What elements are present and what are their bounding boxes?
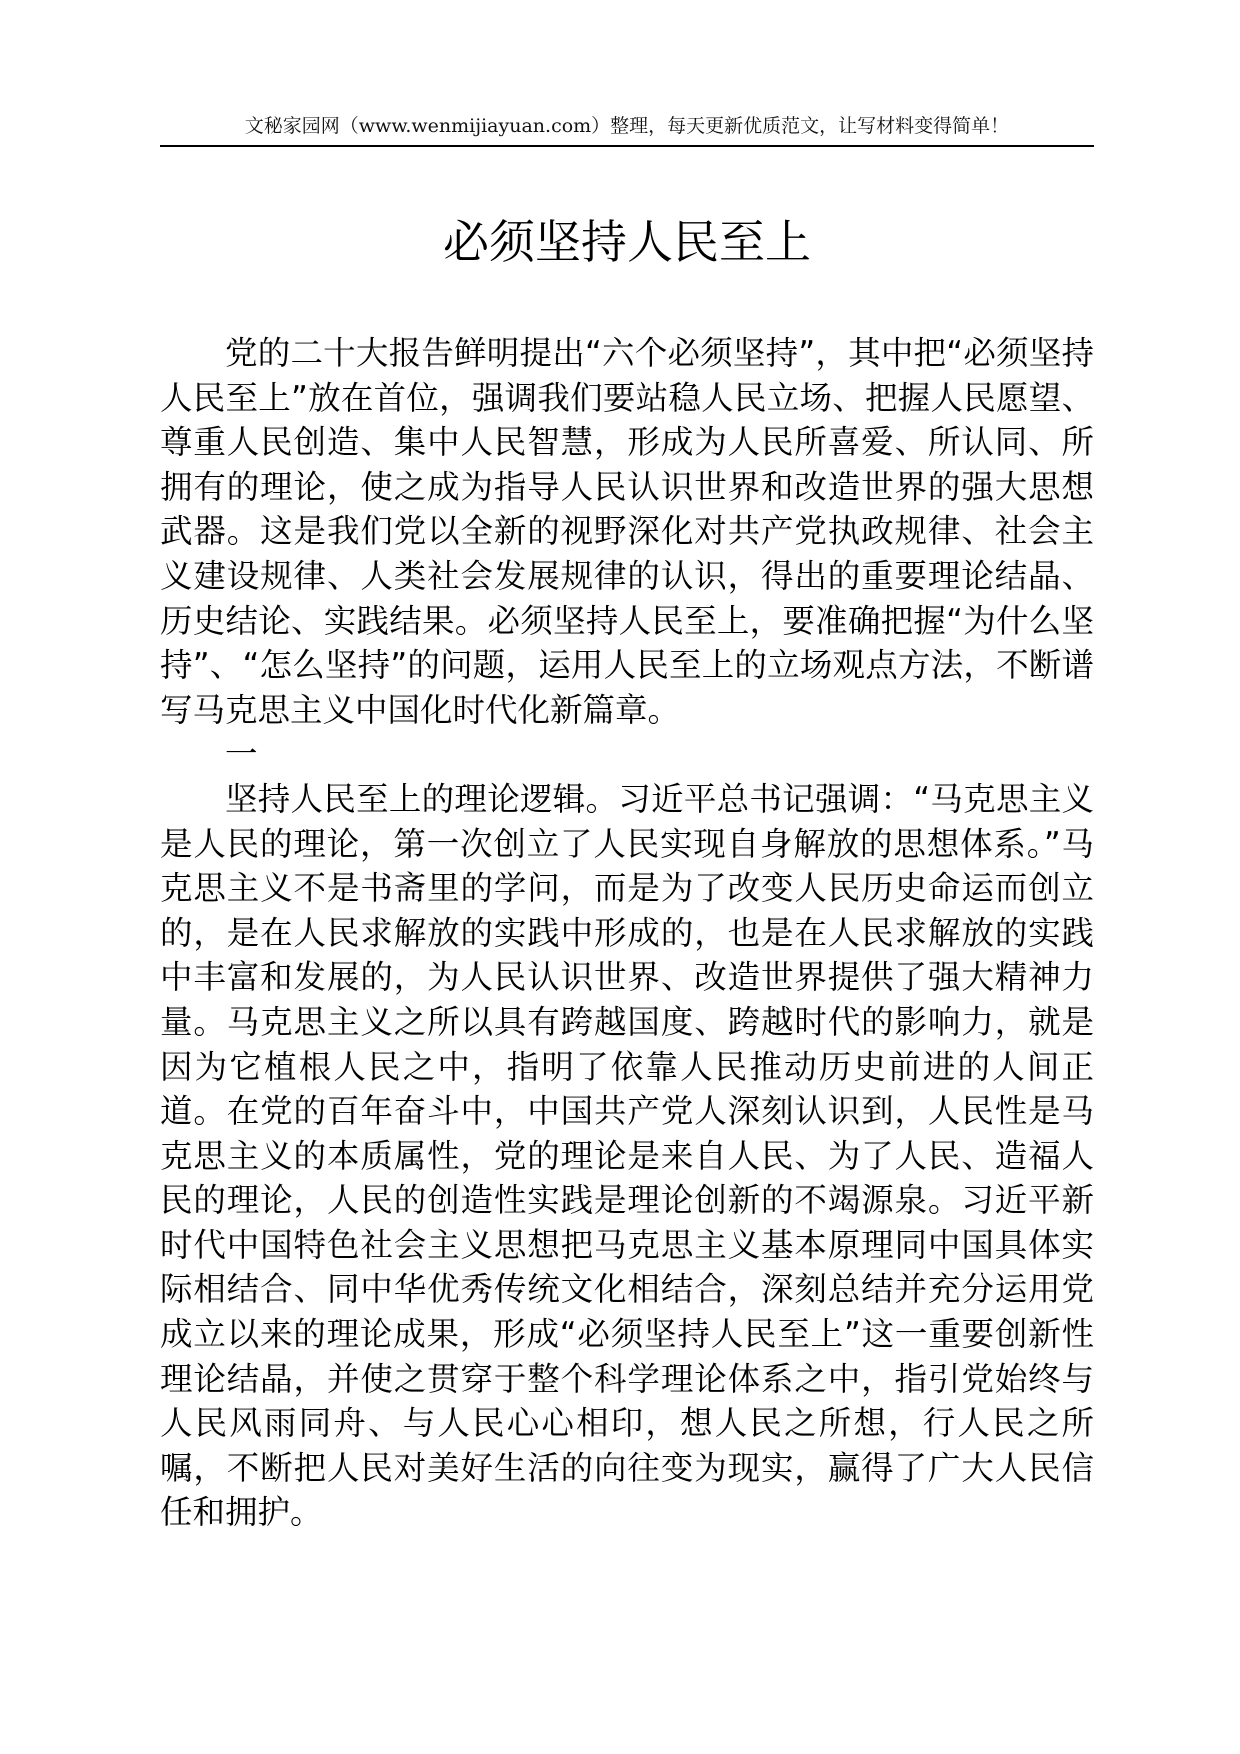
page-header: 文秘家园网（www.wenmijiayuan.com）整理，每天更新优质范文，让写材料变得简单！ (244, 115, 1010, 137)
paragraph-theoretical-logic: 坚持人民至上的理论逻辑。习近平总书记强调：“马克思主义是人民的理论，第一次创立了人民实现自身解放的思想体系。”马克思主义不是书斋里的学问，而是为了改变人民历史命运而创立的，是在人民求解放的实践中形成的，也是在人民求解放的实践中丰富和发展的，为人民认识世界、改造世界提供了强大精神力量。马克思主义之所以具有跨越国度、跨越时代的影响力，就是因为它植根人民之中，指明了依靠人民推动历史前进的人间正道。在党的百年奋斗中，中国共产党人深刻认识到，人民性是马克思主义的本质属性，党的理论是来自人民、为了人民、造福人民的理论，人民的创造性实践是理论创新的不竭源泉。习近平新时代中国特色社会主义思想把马克思主义基本原理同中国具体实际相结合、同中华优秀传统文化相结合，深刻总结并充分运用党成立以来的理论成果，形成“必须坚持人民至上”这一重要创新性理论结晶，并使之贯穿于整个科学理论体系之中，指引党始终与人民风雨同舟、与人民心心相印，想人民之所想，行人民之所嘱，不断把人民对美好生活的向往变为现实，赢得了广大人民信任和拥护。 (160, 779, 1094, 1532)
header-divider (160, 145, 1094, 147)
document-body (160, 331, 1094, 1535)
document-title: 必须坚持人民至上 (443, 215, 811, 269)
section-heading-one: 一 (225, 735, 258, 774)
paragraph-intro: 党的二十大报告鲜明提出“六个必须坚持”，其中把“必须坚持人民至上”放在首位，强调我们要站稳人民立场、把握人民愿望、尊重人民创造、集中人民智慧，形成为人民所喜爱、所认同、所拥有的理论，使之成为指导人民认识世界和改造世界的强大思想武器。这是我们党以全新的视野深化对共产党执政规律、社会主义建设规律、人类社会发展规律的认识，得出的重要理论结晶、历史结论、实践结果。必须坚持人民至上，要准确把握“为什么坚持”、“怎么坚持”的问题，运用人民至上的立场观点方法，不断谱写马克思主义中国化时代化新篇章。 (160, 334, 1094, 729)
